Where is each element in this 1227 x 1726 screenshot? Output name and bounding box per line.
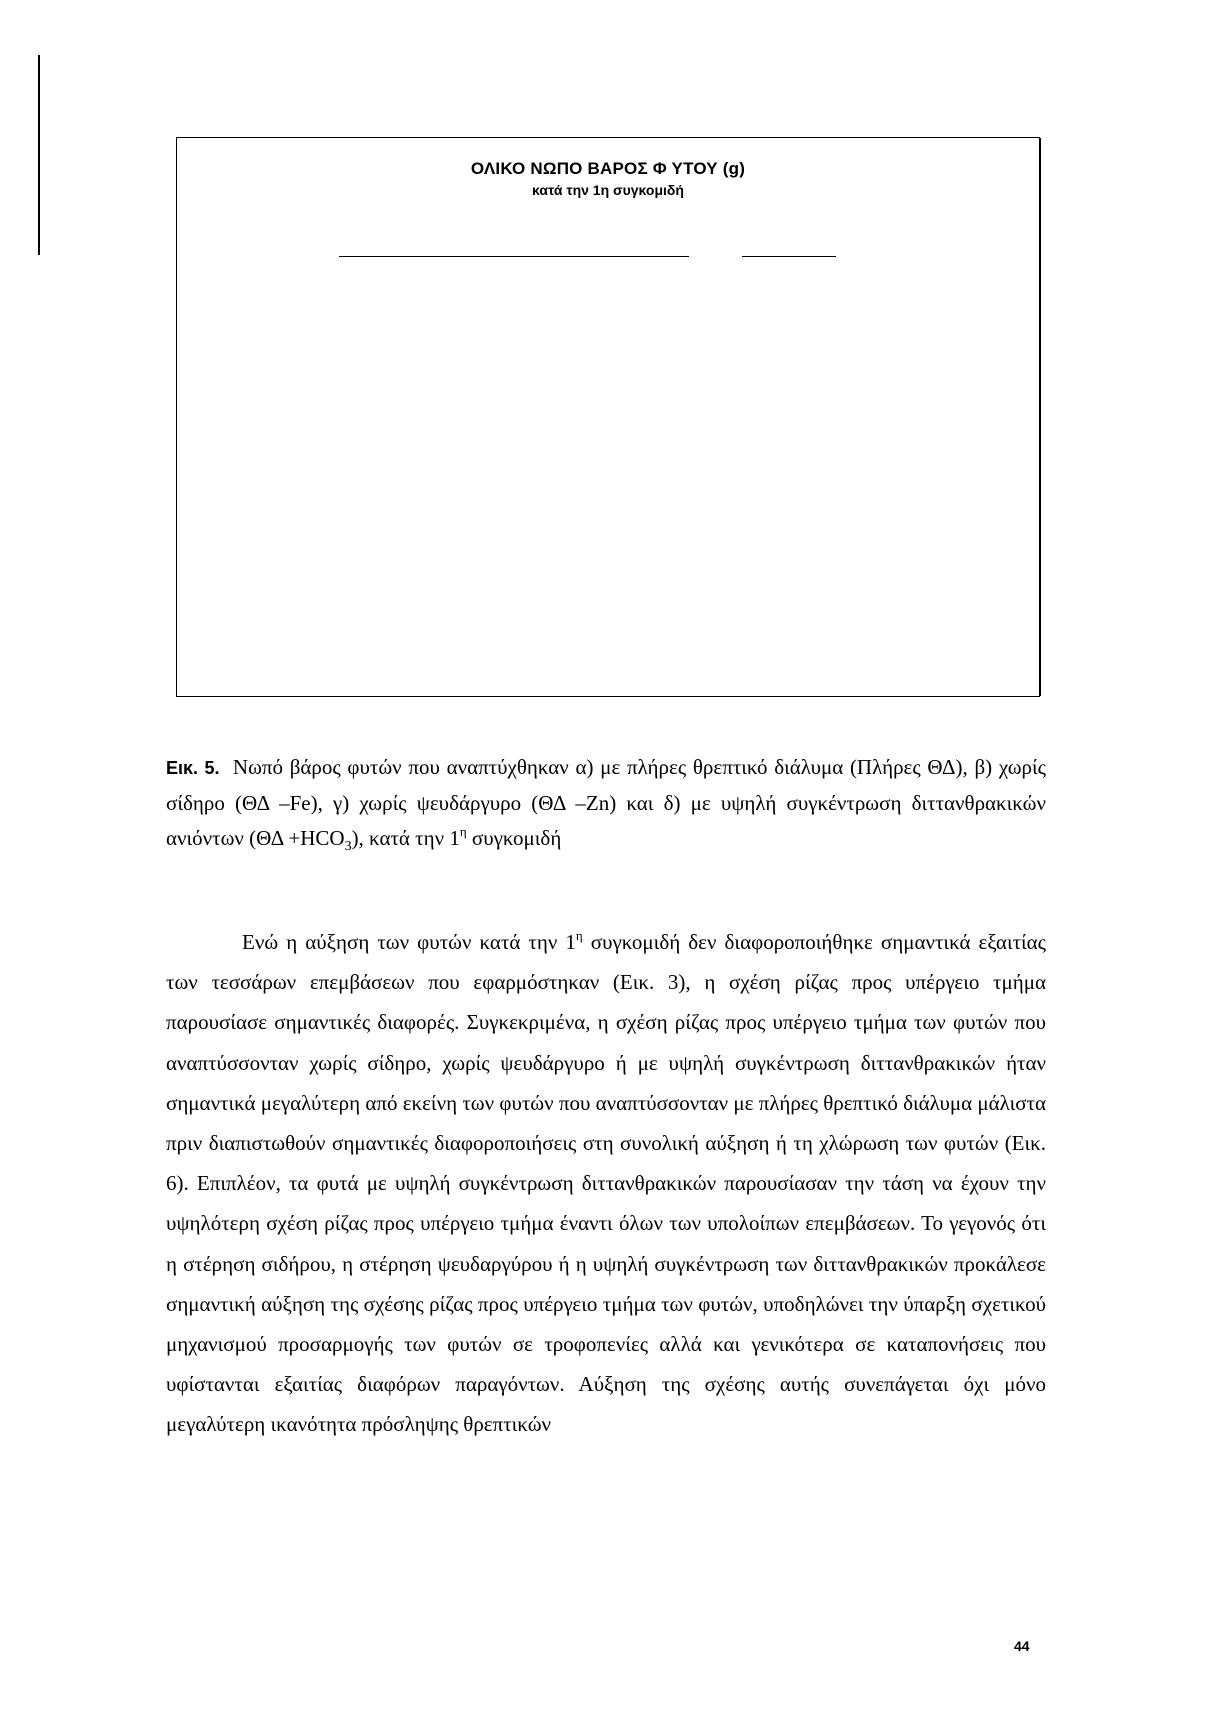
legend-rule-2 xyxy=(742,256,836,257)
body-text-1: Ενώ η αύξηση των φυτών κατά την 1 xyxy=(242,930,576,954)
body-text-2: συγκομιδή δεν διαφοροποιήθηκε σημαντικά εξαιτίας των τεσσάρων επεμβάσεων που εφαρμόστηκαν (Εικ. 3), η σχέση ρίζας προς υπέργειο τμήμα παρουσίασε σημαντικές διαφορές. Συγκεκριμένα, η σχέση ρίζας προς υπέργειο τμήμα των φυτών που αναπτύσσονταν χωρίς σίδηρο, χωρίς ψευδάργυρο ή με υψηλή συγκέντρωση διττανθρακικών ήταν σημαντικά μεγαλύτερη από εκείνη των φυτών που αναπτύσσονταν με πλήρες θρεπτικό διάλυμα μάλιστα πριν διαπιστωθούν σημαντικές διαφοροποιήσεις στη συνολική αύξηση ή τη χλώρωση των φυτών (Εικ. 6). Επιπλέον, τα φυτά με υψηλή συγκέντρωση διττανθρακικών παρουσίασαν την τάση να έχουν την υψηλότερη σχέση ρίζας προς υπέργειο τμήμα έναντι όλων των υπολοίπων επεμβάσεων. Το γεγονός ότι η στέρηση σιδήρου, η στέρηση ψευδαργύρου ή η υψηλή συγκέντρωση των διττανθρακικών προκάλεσε σημαντική αύξηση της σχέσης ρίζας προς υπέργειο τμήμα των φυτών, υποδηλώνει την ύπαρξη σχετικού μηχανισμού προσαρμογής των φυτών σε τροφοπενίες αλλά και γενικότερα σε καταπονήσεις που υφίστανται εξαιτίας διαφόρων παραγόντων. Αύξηση της σχέσης αυτής συνεπάγεται όχι μόνο μεγαλύτερη ικανότητα πρόσληψης θρεπτικών xyxy=(166,930,1046,1437)
figure-caption xyxy=(166,750,1046,856)
caption-text-3: συγκομιδή xyxy=(466,826,562,850)
figure-frame-edge xyxy=(1039,138,1041,696)
margin-rule xyxy=(38,55,40,255)
legend-rule-1 xyxy=(339,256,689,257)
caption-text: Νωπό βάρος φυτών που αναπτύχθηκαν α) με πλήρες θρεπτικό διάλυμα (Πλήρες ΘΔ), β) χωρίς σίδηρο (ΘΔ –Fe), γ) χωρίς ψευδάργυρο (ΘΔ –Zn) και δ) με υψηλή συγκέντρωση διττανθρακικών ανιόντων (ΘΔ +HCO xyxy=(166,755,1046,850)
caption-label: Εικ. 5. xyxy=(166,758,220,778)
caption-text-2: ), κατά την 1 xyxy=(351,826,460,850)
body-superscript: η xyxy=(575,928,583,943)
caption-subscript: 3 xyxy=(344,839,352,855)
figure-title: ΟΛΙΚΟ ΝΩΠΟ ΒΑΡΟΣ Φ ΥΤΟΥ (g) xyxy=(470,159,746,178)
page-number: 44 xyxy=(1014,1638,1030,1654)
figure-subtitle: κατά την 1η συγκομιδή xyxy=(532,182,684,198)
figure-frame xyxy=(176,137,1040,697)
caption-superscript: η xyxy=(459,824,467,839)
body-paragraph xyxy=(166,922,1046,1445)
